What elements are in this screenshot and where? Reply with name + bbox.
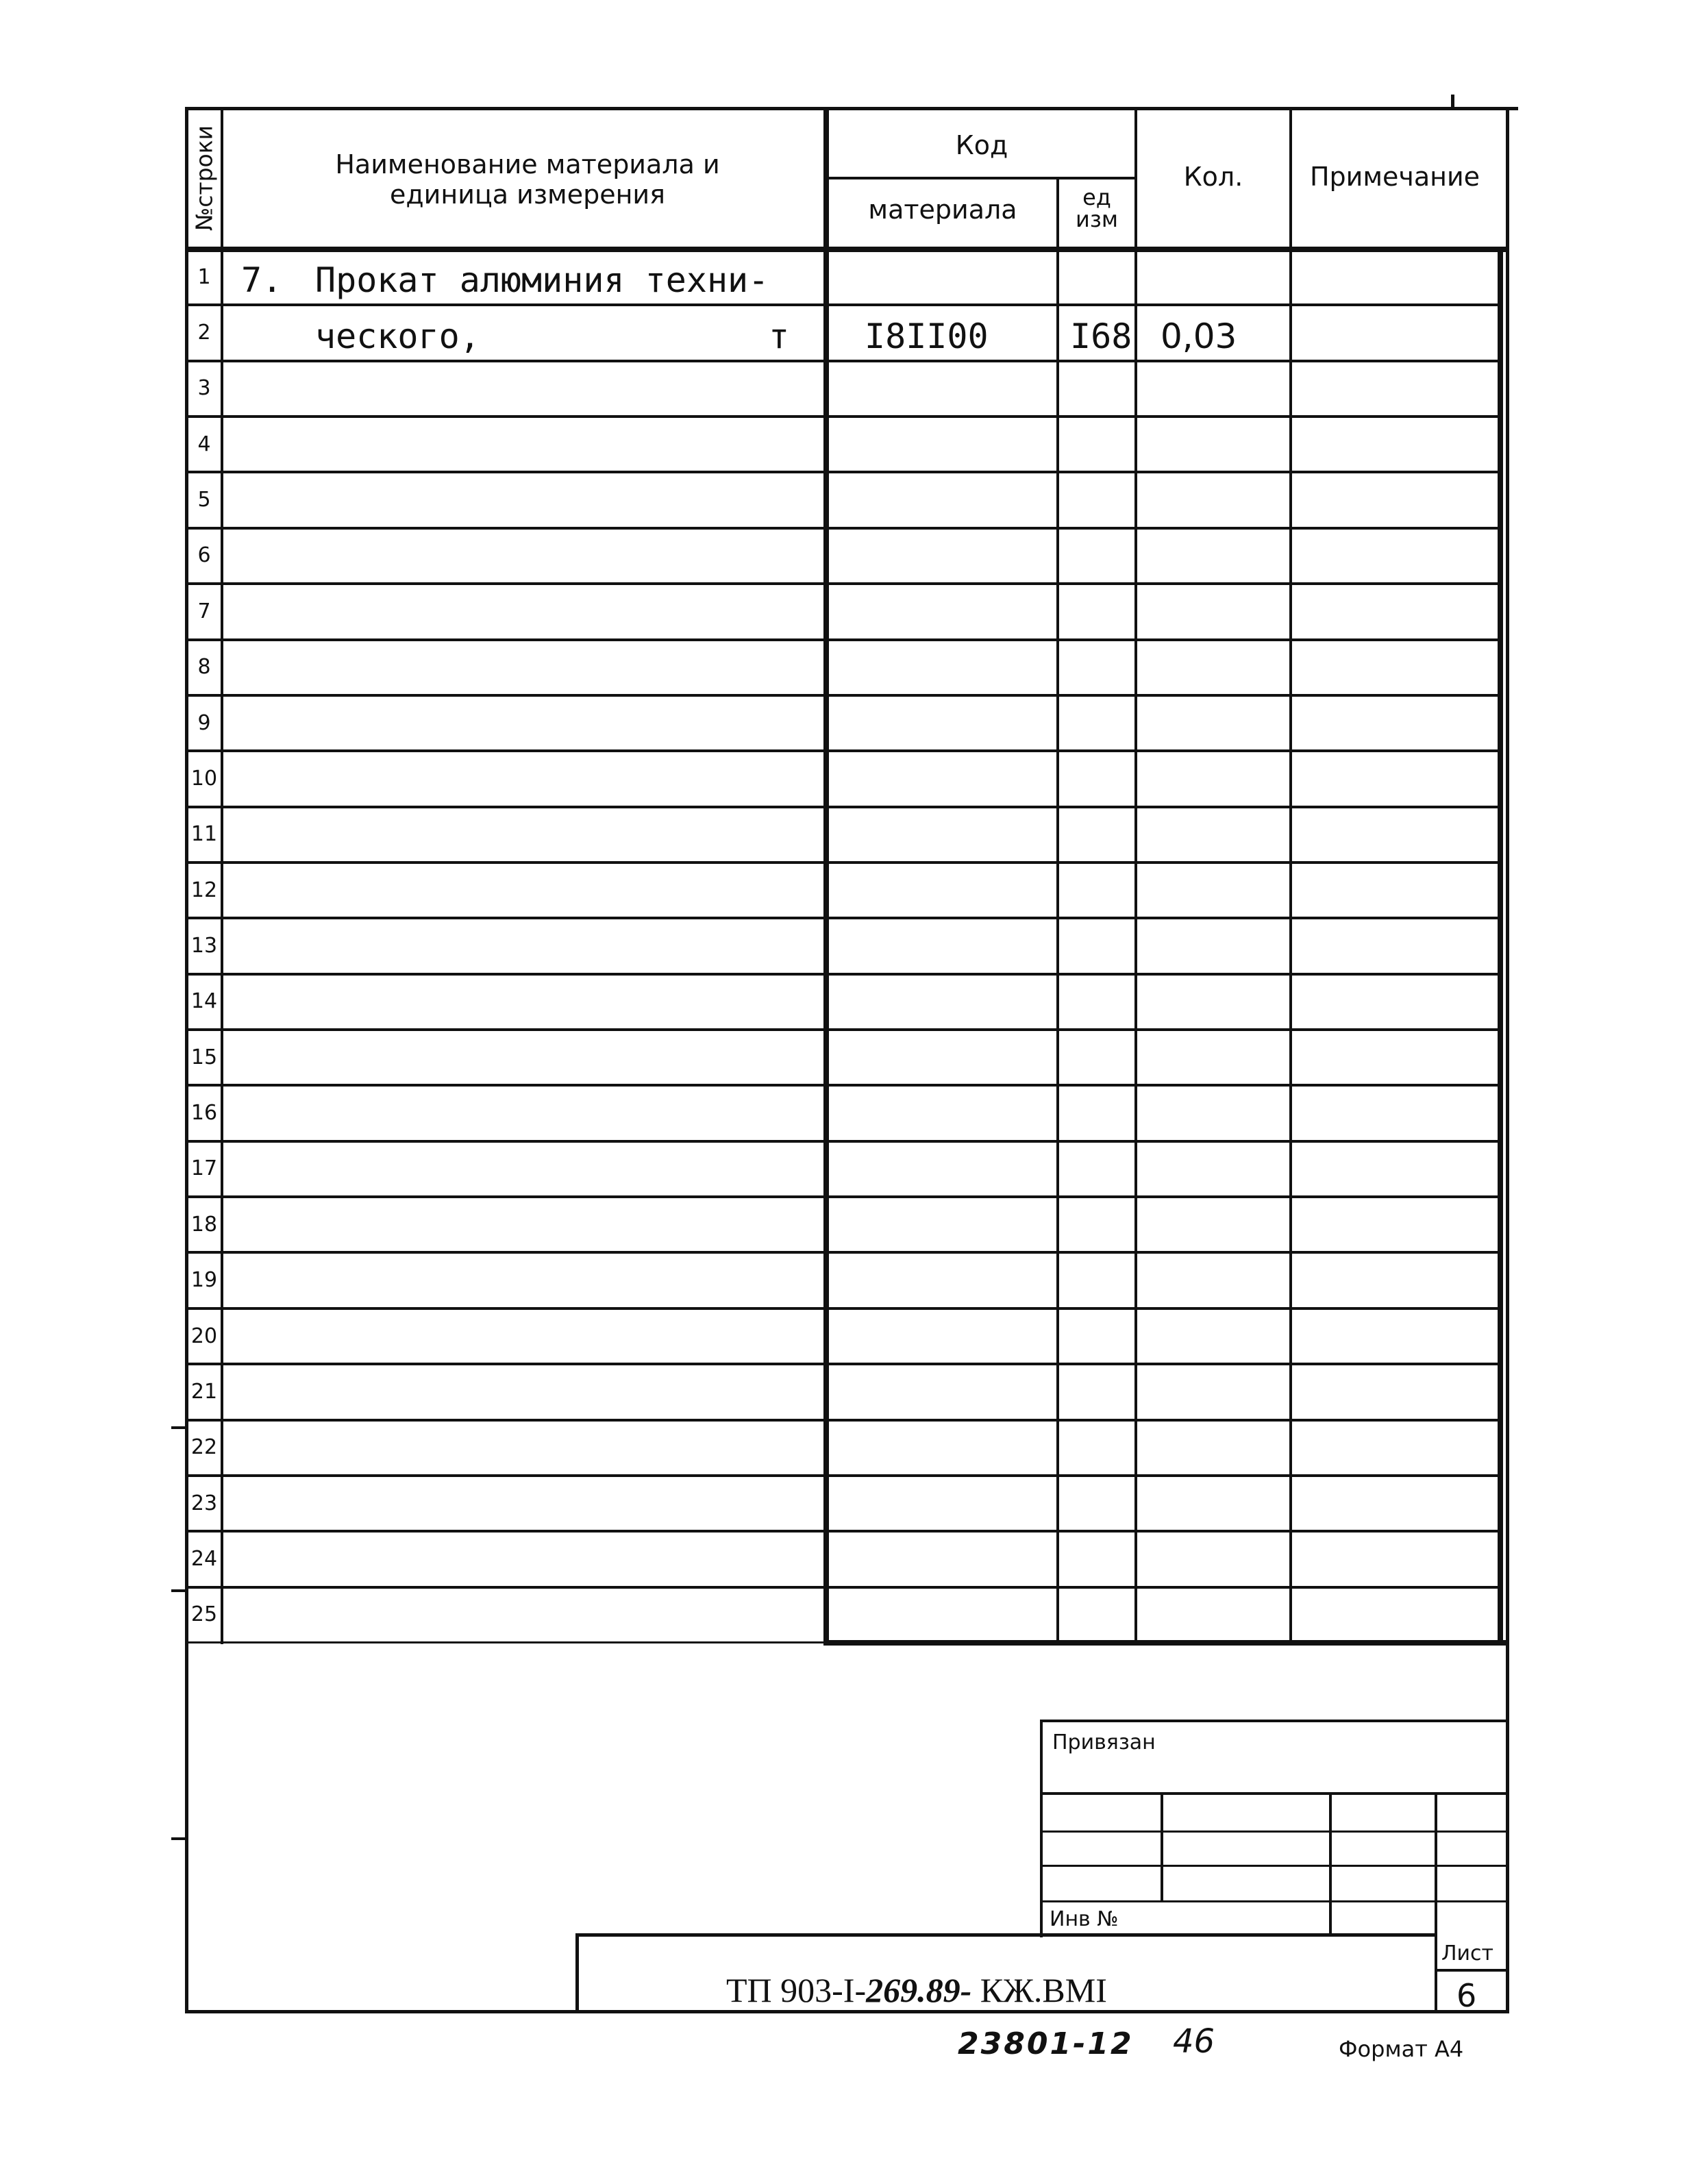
- row-number: 8: [197, 655, 211, 679]
- row-divider: [186, 1195, 1502, 1198]
- footer-format: Формат A4: [1339, 2036, 1464, 2062]
- code-column-header: Код: [955, 130, 1008, 160]
- inv-label: Инв №: [1050, 1907, 1119, 1931]
- row-divider: [186, 1084, 1502, 1087]
- row-number: 16: [190, 1101, 218, 1125]
- row-divider: [186, 694, 1502, 697]
- row-divider: [186, 1363, 1502, 1365]
- row-number: 12: [190, 878, 218, 902]
- row-number: 1: [197, 265, 211, 289]
- document-code-handwritten: 269.89-: [866, 1971, 972, 2009]
- row-2-unit: т: [769, 317, 790, 356]
- row-number: 21: [190, 1380, 218, 1404]
- sheet-label: Лист: [1441, 1941, 1494, 1965]
- row-number: 14: [190, 989, 218, 1013]
- attached-label: Привязан: [1052, 1730, 1156, 1754]
- row-2-quantity: 0,03: [1161, 317, 1237, 356]
- row-number: 11: [190, 822, 218, 846]
- row-divider: [186, 360, 1502, 362]
- quantity-column-header: Кол.: [1183, 162, 1243, 192]
- row-number: 20: [190, 1324, 218, 1348]
- row-divider: [186, 471, 1502, 473]
- row-divider: [186, 1586, 1502, 1589]
- row-number: 18: [190, 1213, 218, 1237]
- row-number: 3: [197, 376, 211, 400]
- row-number: 2: [197, 321, 211, 345]
- row-number: 17: [190, 1156, 218, 1180]
- row-divider: [186, 582, 1502, 585]
- row-number: 4: [197, 432, 211, 456]
- sheet-number: 6: [1456, 1977, 1477, 2014]
- row-number: 19: [190, 1268, 218, 1292]
- row-divider: [186, 1474, 1502, 1477]
- row-divider: [186, 749, 1502, 752]
- row-number: 9: [197, 711, 211, 735]
- row-number: 15: [190, 1045, 218, 1069]
- row-number: 24: [190, 1547, 218, 1571]
- row-divider: [186, 527, 1502, 530]
- row-number: 10: [190, 767, 218, 791]
- row-divider: [186, 917, 1502, 919]
- row-number-header-label: №строки: [190, 125, 218, 232]
- footer-copy: 46: [1173, 2022, 1215, 2061]
- row-1-name: Прокат алюминия техни-: [315, 260, 769, 300]
- code-unit-header: [1059, 186, 1134, 230]
- row-divider: [186, 1028, 1502, 1031]
- row-divider: [186, 303, 1502, 306]
- row-divider: [186, 1419, 1502, 1422]
- row-1-index: 7.: [241, 260, 283, 300]
- code-material-header: материала: [868, 195, 1017, 225]
- row-divider: [186, 415, 1502, 418]
- note-column-header: Примечание: [1309, 162, 1480, 192]
- row-number: 23: [190, 1491, 218, 1515]
- footer-serial: 23801-12: [958, 2026, 1134, 2061]
- code-unit-header-line1: ед: [1082, 184, 1111, 210]
- name-column-header: Наименование материала и единица измерения: [335, 149, 720, 210]
- row-number: 25: [190, 1602, 218, 1626]
- document-code-suffix: КЖ.ВМI: [971, 1971, 1107, 2009]
- row-2-unit-code: I68: [1070, 317, 1132, 356]
- row-number: 7: [197, 599, 211, 623]
- row-divider: [186, 638, 1502, 641]
- document-code-prefix: ТП 903-I-: [726, 1971, 867, 2009]
- row-2-name: ческого,: [315, 317, 480, 356]
- row-number-header: [185, 110, 223, 247]
- row-divider: [186, 1307, 1502, 1310]
- row-number: 5: [197, 488, 211, 512]
- code-unit-header-line2: изм: [1076, 206, 1118, 232]
- row-divider: [186, 806, 1502, 808]
- row-divider: [186, 1251, 1502, 1254]
- row-number: 13: [190, 934, 218, 958]
- document-code: [726, 1970, 1107, 2010]
- row-divider: [186, 1140, 1502, 1143]
- row-number: 22: [190, 1435, 218, 1459]
- row-2-material-code: I8II00: [865, 317, 989, 356]
- row-divider: [186, 861, 1502, 864]
- row-divider: [186, 1530, 1502, 1532]
- row-number: 6: [197, 543, 211, 567]
- row-divider: [186, 973, 1502, 976]
